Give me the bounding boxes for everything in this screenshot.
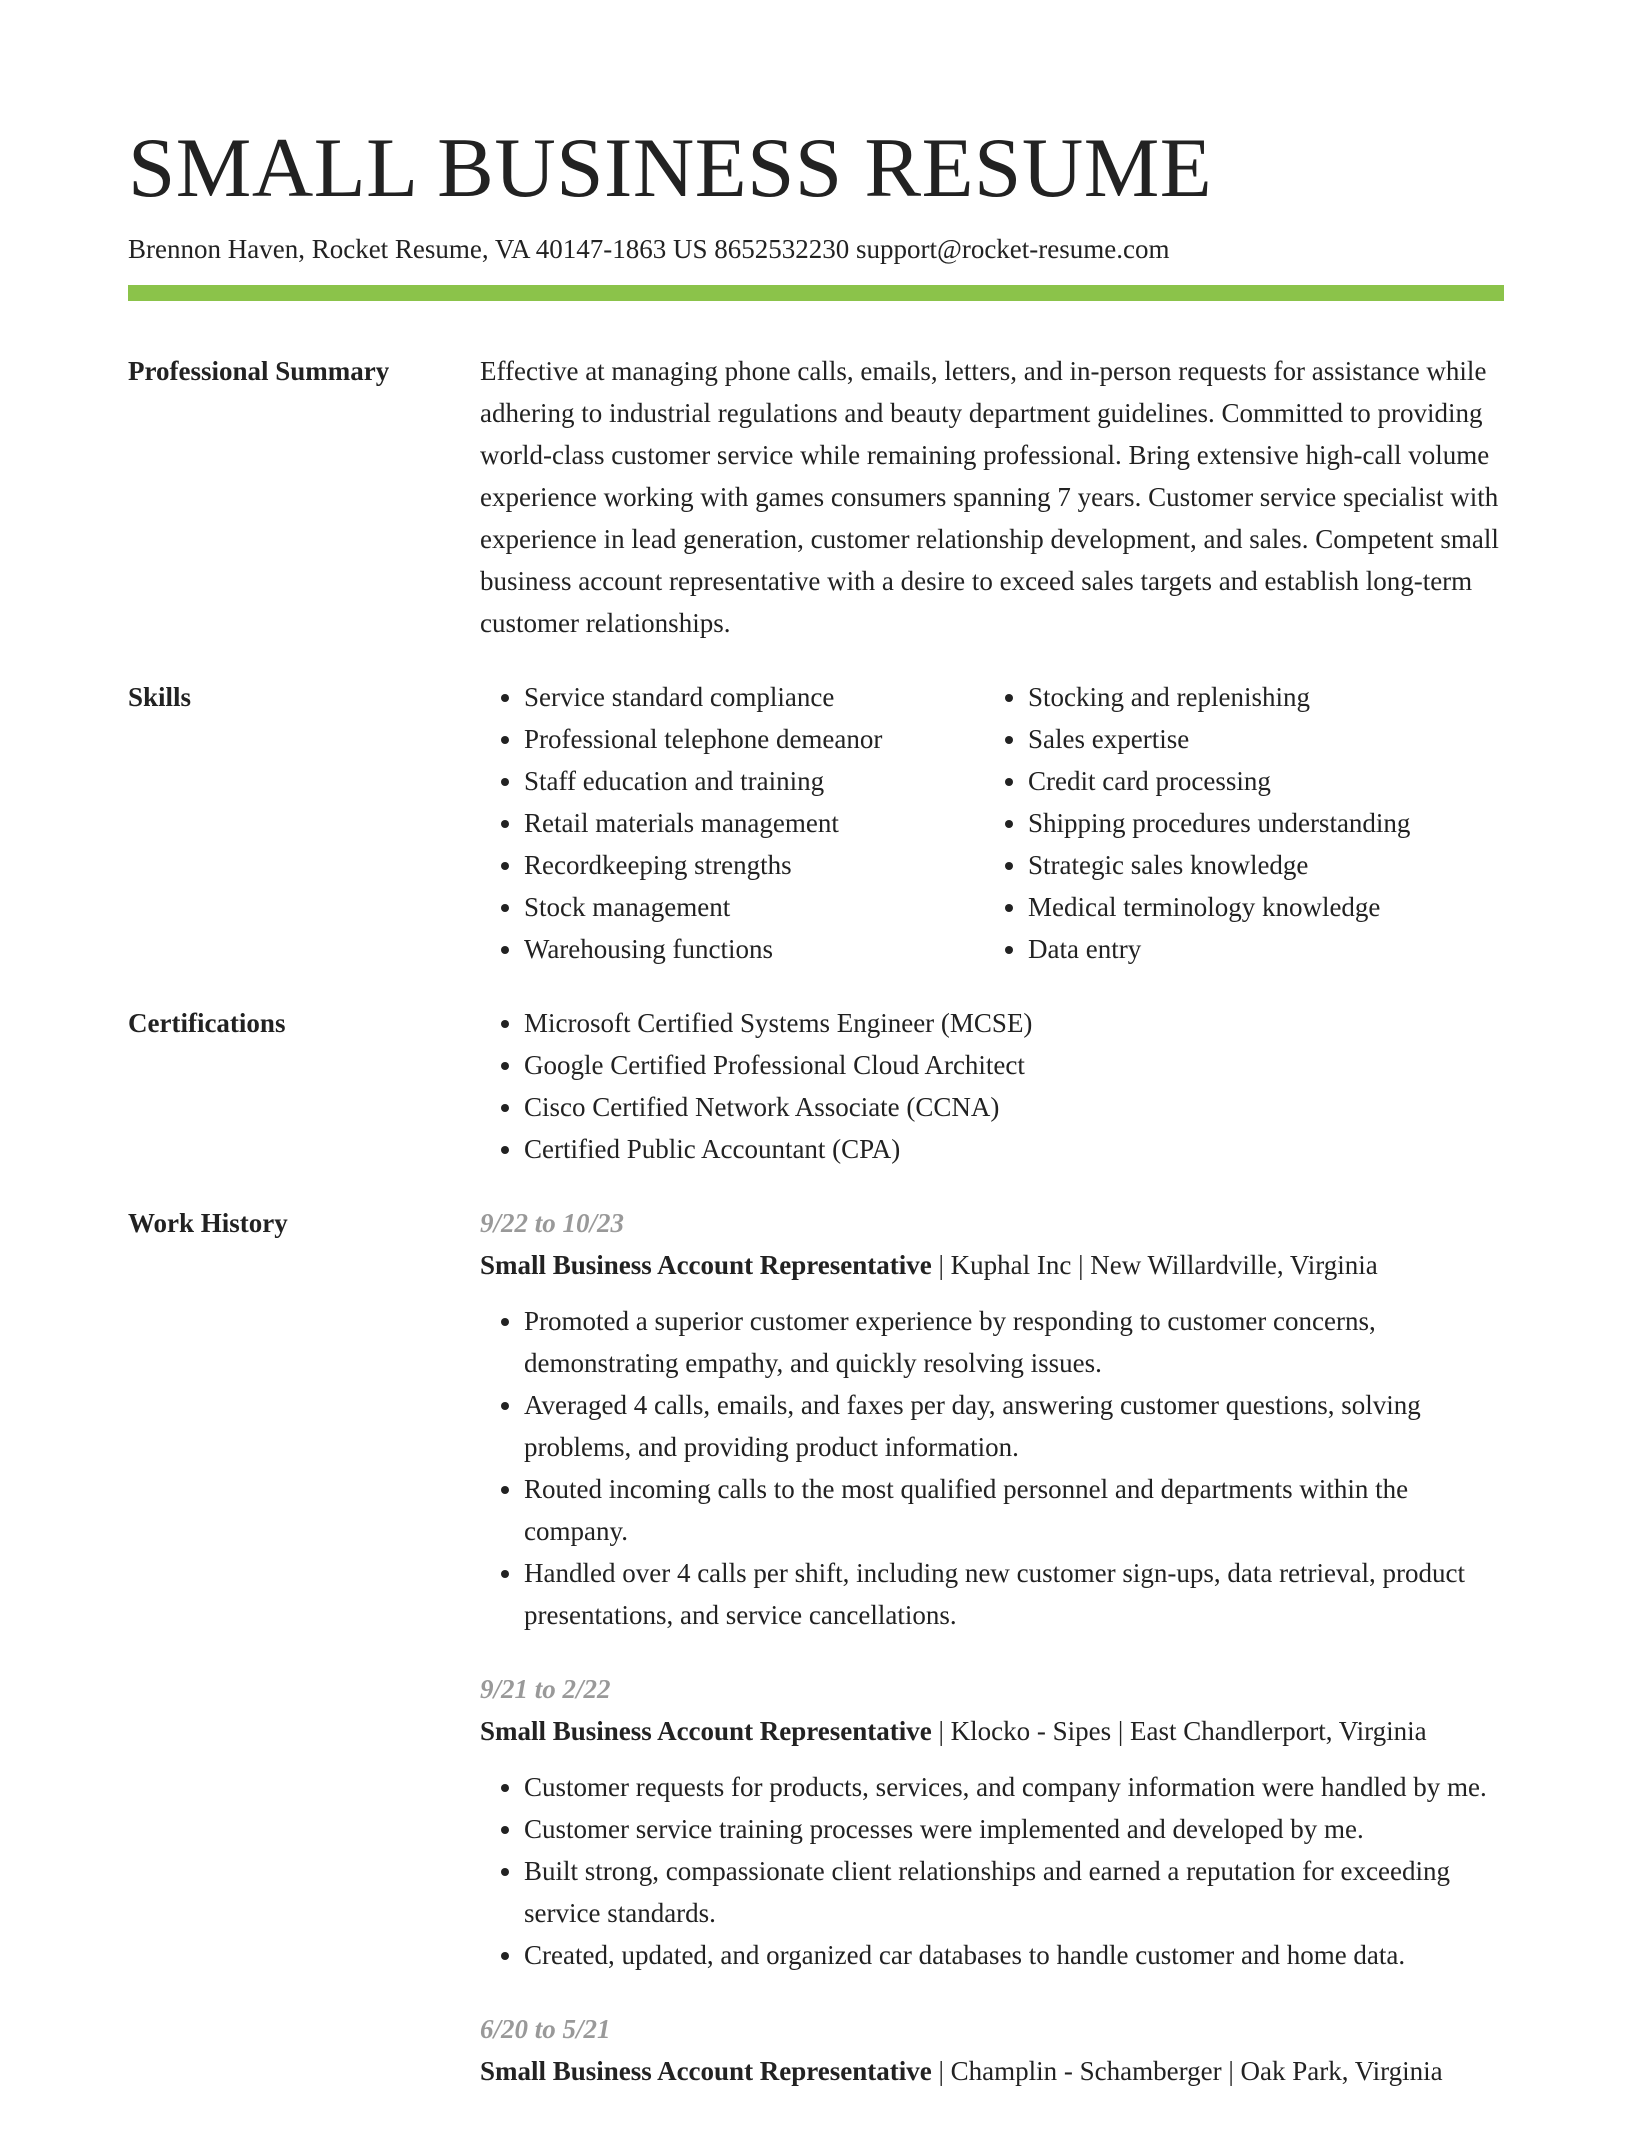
accent-divider: [128, 285, 1504, 301]
job-bullet: • Customer service training processes were implemented and developed by me.: [524, 1808, 1504, 1850]
certifications-list: [480, 1002, 1504, 1170]
skills-grid: [480, 676, 1504, 970]
summary-body: [480, 350, 1504, 644]
skill-item: • Professional telephone demeanor: [524, 718, 984, 760]
job-title: Small Business Account Representative: [480, 1250, 932, 1280]
section-certifications: [128, 1002, 1504, 1170]
skill-item: • Sales expertise: [1028, 718, 1410, 760]
skill-item: • Data entry: [1028, 928, 1410, 970]
skill-item: • Stock management: [524, 886, 984, 928]
section-label-work-history: Work History: [128, 1208, 288, 1238]
job-bullet: • Promoted a superior customer experience by responding to customer concerns, demonstrating empathy, and quickly resolving issues.: [524, 1300, 1504, 1384]
summary-text: Effective at managing phone calls, emails, letters, and in-person requests for assistance while adhering to industrial regulations and beauty department guidelines. Committed to providing world-class customer service while remaining professional. Bring extensive high-call volume experience working with games consumers spanning 7 years. Customer service specialist with experience in lead generation, customer relationship development, and sales. Competent small business account representative with a desire to exceed sales targets and establish long-term customer relationships.: [480, 356, 1499, 638]
skill-item: • Retail materials management: [524, 802, 984, 844]
section-label-summary: Professional Summary: [128, 356, 390, 386]
section-label-skills: Skills: [128, 682, 192, 712]
skills-body: [480, 676, 1504, 970]
skill-item: • Credit card processing: [1028, 760, 1410, 802]
job-bullet: • Handled over 4 calls per shift, including new customer sign-ups, data retrieval, product presentations, and service cancellations.: [524, 1552, 1504, 1636]
job-dates: 6/20 to 5/21: [480, 2014, 611, 2044]
skill-item: • Medical terminology knowledge: [1028, 886, 1410, 928]
resume-title: SMALL BUSINESS RESUME: [128, 121, 1213, 215]
job-bullet: • Averaged 4 calls, emails, and faxes per day, answering customer questions, solving problems, and providing product information.: [524, 1384, 1504, 1468]
skills-column-1: [480, 676, 984, 970]
job-bullet: • Customer requests for products, services, and company information were handled by me.: [524, 1766, 1504, 1808]
contact-line: Brennon Haven, Rocket Resume, VA 40147-1863 US 8652532230 support@rocket-resume.com: [128, 234, 1170, 264]
job-title-line: [480, 2050, 1504, 2092]
job-details: | Champlin - Schamberger | Oak Park, Virginia: [931, 2056, 1443, 2086]
skill-item: • Shipping procedures understanding: [1028, 802, 1410, 844]
job-details: | Klocko - Sipes | East Chandlerport, Virginia: [931, 1716, 1427, 1746]
resume-sections: [128, 350, 1504, 2156]
job-bullet: • Routed incoming calls to the most qualified personnel and departments within the company.: [524, 1468, 1504, 1552]
certification-item: • Cisco Certified Network Associate (CCNA): [524, 1086, 1504, 1128]
work-history-body: [480, 1202, 1504, 2124]
certification-item: • Google Certified Professional Cloud Architect: [524, 1044, 1504, 1086]
job-entry: [480, 1668, 1504, 1976]
job-bullet: • Created, updated, and organized car databases to handle customer and home data.: [524, 1934, 1504, 1976]
job-entry: [480, 2008, 1504, 2092]
skill-item: • Recordkeeping strengths: [524, 844, 984, 886]
section-professional-summary: [128, 350, 1504, 644]
job-bullets: [480, 1766, 1504, 1976]
job-dates: 9/21 to 2/22: [480, 1674, 611, 1704]
section-skills: [128, 676, 1504, 970]
job-bullets: [480, 1300, 1504, 1636]
skill-item: • Strategic sales knowledge: [1028, 844, 1410, 886]
skill-item: • Service standard compliance: [524, 676, 984, 718]
section-work-history: [128, 1202, 1504, 2124]
certification-item: • Certified Public Accountant (CPA): [524, 1128, 1504, 1170]
job-entry: [480, 1202, 1504, 1636]
skill-item: • Stocking and replenishing: [1028, 676, 1410, 718]
certification-item: • Microsoft Certified Systems Engineer (MCSE): [524, 1002, 1504, 1044]
section-label-certifications: Certifications: [128, 1008, 286, 1038]
skill-item: • Warehousing functions: [524, 928, 984, 970]
skill-item: • Staff education and training: [524, 760, 984, 802]
skills-column-2: [984, 676, 1410, 970]
job-title-line: [480, 1710, 1504, 1752]
certifications-body: [480, 1002, 1504, 1170]
job-title: Small Business Account Representative: [480, 2056, 932, 2086]
job-dates: 9/22 to 10/23: [480, 1208, 625, 1238]
job-title-line: [480, 1244, 1504, 1286]
job-title: Small Business Account Representative: [480, 1716, 932, 1746]
job-bullet: • Built strong, compassionate client relationships and earned a reputation for exceeding service standards.: [524, 1850, 1504, 1934]
job-details: | Kuphal Inc | New Willardville, Virginia: [931, 1250, 1378, 1280]
